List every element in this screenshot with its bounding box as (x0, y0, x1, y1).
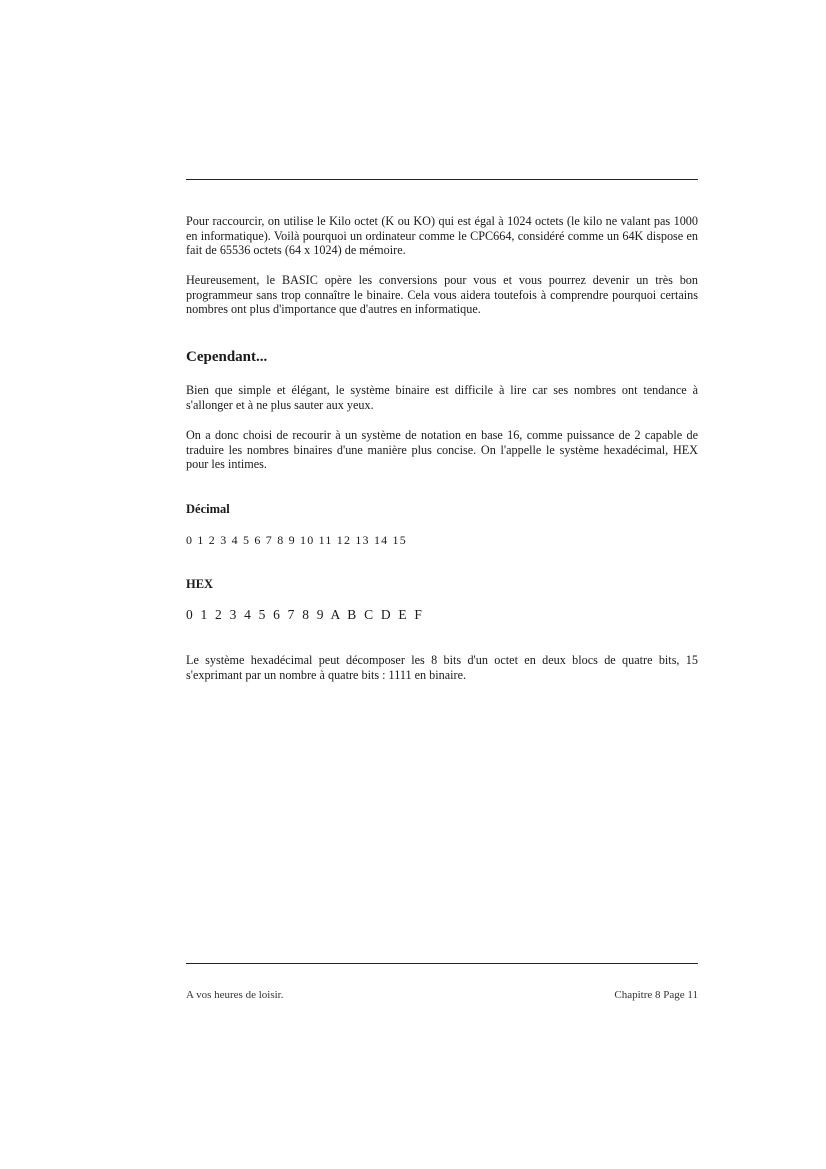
paragraph-basic-conversions: Heureusement, le BASIC opère les conversions pour vous et vous pourrez devenir un très bon programmeur sans trop connaître le binaire. Cela vous aidera toutefois à comprendre pourquoi certains nombres ont plus d'importance que d'autres en informatique. (186, 273, 698, 317)
header-rule (186, 179, 698, 180)
paragraph-kilo-octet: Pour raccourcir, on utilise le Kilo octet (K ou KO) qui est égal à 1024 octets (le kilo ne valant pas 1000 en informatique). Voilà pourquoi un ordinateur comme le CPC664, considéré comme un 64K dispose en fait de 65536 octets (64 x 1024) de mémoire. (186, 214, 698, 258)
paragraph-hex-nibbles: Le système hexadécimal peut décomposer les 8 bits d'un octet en deux blocs de quatre bits, 15 s'exprimant par un nombre à quatre bits : 1111 en binaire. (186, 653, 698, 682)
hex-digits: 0 1 2 3 4 5 6 7 8 9 A B C D E F (186, 607, 425, 622)
footer-page-number: Chapitre 8 Page 11 (614, 989, 698, 1001)
footer-book-title: A vos heures de loisir. (186, 989, 284, 1001)
paragraph-base16: On a donc choisi de recourir à un système de notation en base 16, comme puissance de 2 capable de traduire les nombres binaires d'une manière plus concise. On l'appelle le système hexadécimal, HEX pour les intimes. (186, 428, 698, 472)
footer-rule (186, 963, 698, 964)
paragraph-binary-readability: Bien que simple et élégant, le système binaire est difficile à lire car ses nombres ont tendance à s'allonger et à ne plus sauter aux yeux. (186, 383, 698, 412)
hex-label: HEX (186, 577, 214, 591)
decimal-digits: 0 1 2 3 4 5 6 7 8 9 10 11 12 13 14 15 (186, 533, 407, 547)
decimal-label: Décimal (186, 502, 230, 516)
section-heading: Cependant... (186, 349, 268, 365)
